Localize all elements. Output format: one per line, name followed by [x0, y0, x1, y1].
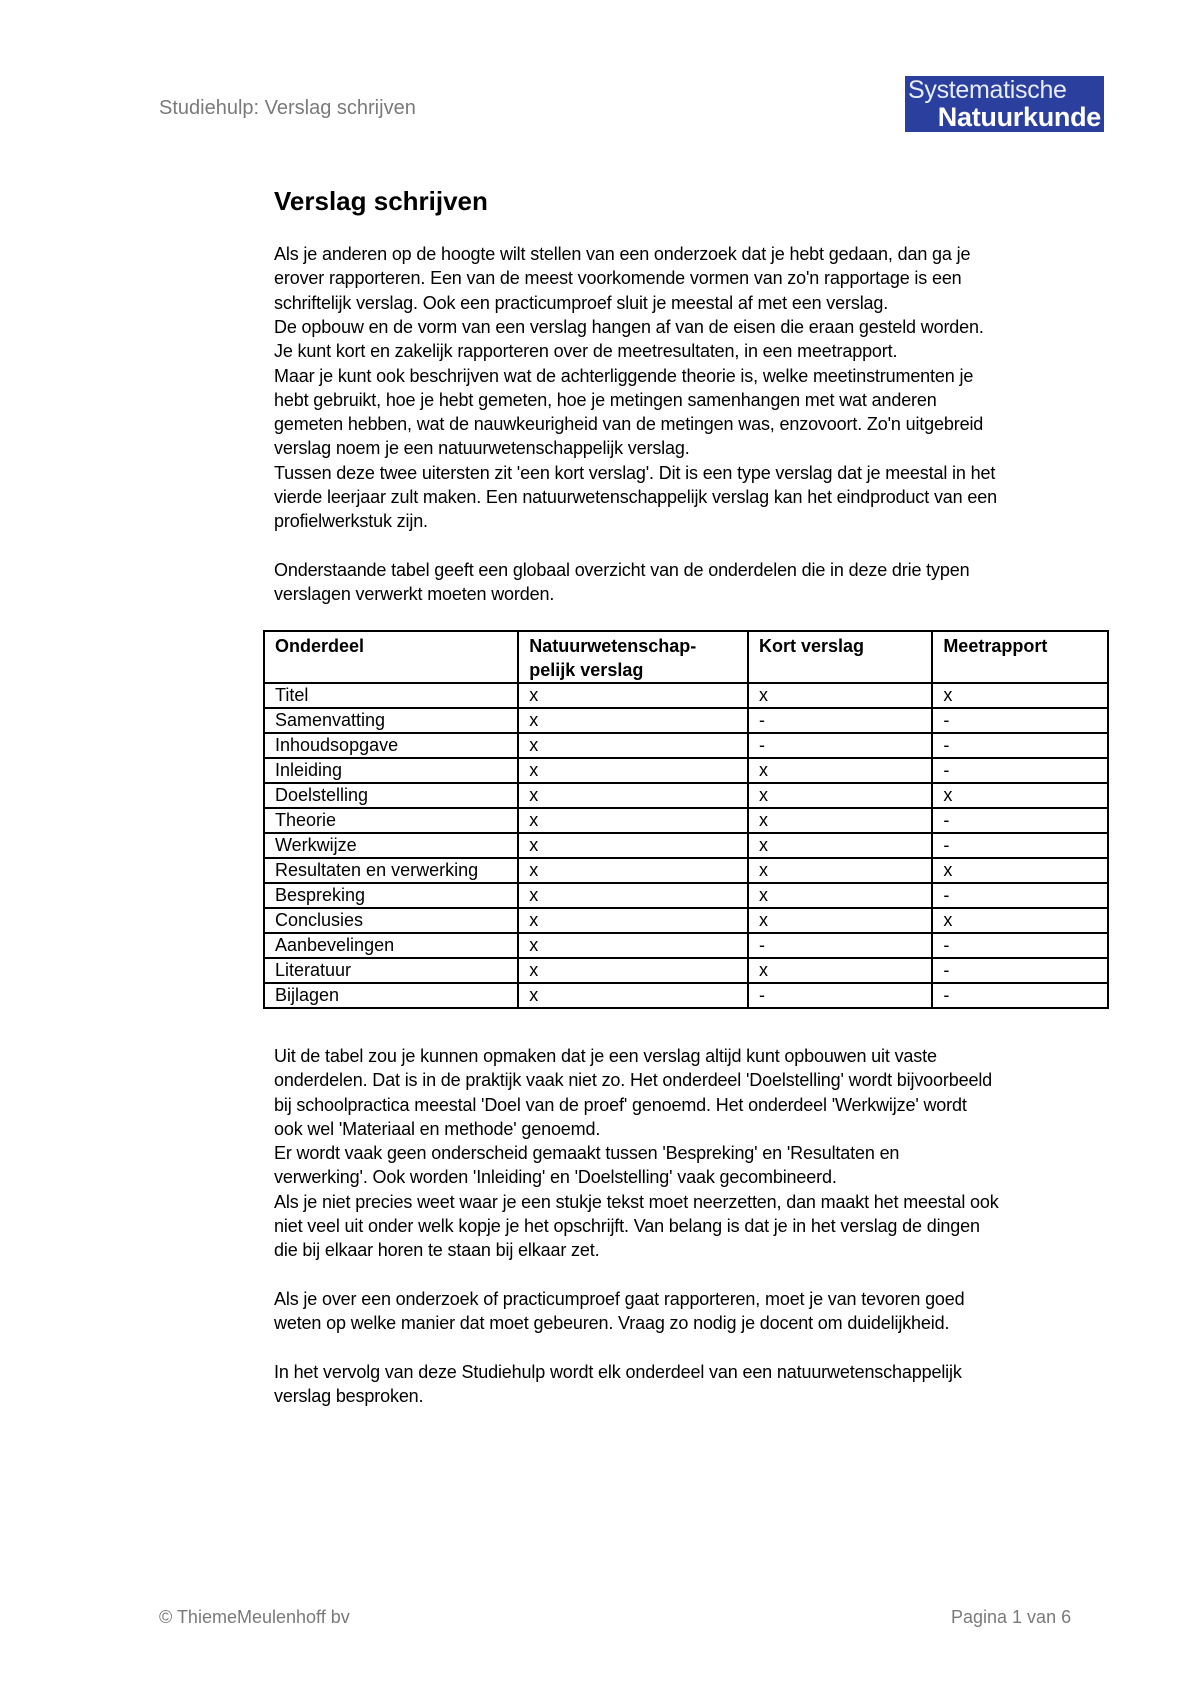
column-header: Onderdeel	[264, 631, 518, 683]
inclusion-cell: x	[748, 908, 932, 933]
inclusion-cell: -	[748, 933, 932, 958]
part-name-cell: Bespreking	[264, 883, 518, 908]
inclusion-cell: x	[748, 833, 932, 858]
running-header: Studiehulp: Verslag schrijven	[159, 97, 416, 119]
table-row	[264, 958, 1108, 983]
text-line: verwerking'. Ook worden 'Inleiding' en 'Doelstelling' vaak gecombineerd.	[274, 1167, 837, 1188]
text-line: De opbouw en de vorm van een verslag hangen af van de eisen die eraan gesteld worden.	[274, 316, 984, 337]
inclusion-cell: x	[748, 783, 932, 808]
inclusion-cell: -	[932, 733, 1108, 758]
inclusion-cell: x	[518, 908, 748, 933]
text-line: vierde leerjaar zult maken. Een natuurwetenschappelijk verslag kan het eindproduct van een	[274, 487, 997, 507]
inclusion-cell: x	[932, 683, 1108, 708]
part-name-cell: Conclusies	[264, 908, 518, 933]
inclusion-cell: x	[518, 808, 748, 833]
part-name-cell: Inleiding	[264, 758, 518, 783]
inclusion-cell: x	[748, 958, 932, 983]
inclusion-cell: -	[932, 958, 1108, 983]
part-name-cell: Samenvatting	[264, 708, 518, 733]
text-line: Tussen deze twee uitersten zit 'een kort verslag'. Dit is een type verslag dat je meestal in het	[274, 462, 996, 483]
part-name-cell: Titel	[264, 683, 518, 708]
part-name-cell: Werkwijze	[264, 833, 518, 858]
part-name-cell: Inhoudsopgave	[264, 733, 518, 758]
part-name-cell: Literatuur	[264, 958, 518, 983]
table-row	[264, 833, 1108, 858]
inclusion-cell: -	[932, 758, 1108, 783]
text-line: Je kunt kort en zakelijk rapporteren over de meetresultaten, in een meetrapport.	[274, 341, 898, 362]
text-line: onderdelen. Dat is in de praktijk vaak niet zo. Het onderdeel 'Doelstelling' wordt bijvoorbeeld	[274, 1070, 993, 1091]
inclusion-cell: x	[748, 858, 932, 883]
part-name-cell: Aanbevelingen	[264, 933, 518, 958]
inclusion-cell: -	[932, 808, 1108, 833]
inclusion-cell: x	[748, 683, 932, 708]
inclusion-cell: x	[748, 883, 932, 908]
table-header-row	[264, 631, 1108, 683]
inclusion-cell: -	[748, 983, 932, 1008]
column-header: Meetrapport	[932, 631, 1108, 683]
table-row	[264, 908, 1108, 933]
text-line: ook wel 'Materiaal en methode' genoemd.	[274, 1118, 601, 1139]
table-row	[264, 758, 1108, 783]
table-row	[264, 858, 1108, 883]
inclusion-cell: x	[518, 883, 748, 908]
inclusion-cell: x	[518, 708, 748, 733]
inclusion-cell: x	[518, 733, 748, 758]
part-name-cell: Bijlagen	[264, 983, 518, 1008]
table-row	[264, 933, 1108, 958]
inclusion-cell: -	[932, 933, 1108, 958]
inclusion-cell: x	[748, 808, 932, 833]
text-line: erover rapporteren. Een van de meest voorkomende vormen van zo'n rapportage is een	[274, 268, 962, 289]
part-name-cell: Resultaten en verwerking	[264, 858, 518, 883]
inclusion-cell: x	[518, 983, 748, 1008]
report-parts-table	[263, 630, 1109, 1009]
logo-line-1: Systematische	[908, 76, 1067, 104]
inclusion-cell: x	[518, 758, 748, 783]
text-line: die bij elkaar horen te staan bij elkaar zet.	[274, 1240, 600, 1261]
text-line: bij schoolpractica meestal 'Doel van de proef' genoemd. Het onderdeel 'Werkwijze' wordt	[274, 1094, 967, 1115]
publisher-logo	[905, 76, 1104, 132]
table-row	[264, 883, 1108, 908]
text-line: Als je niet precies weet waar je een stukje tekst moet neerzetten, dan maakt het meestal ook	[274, 1191, 999, 1212]
table-row	[264, 733, 1108, 758]
inclusion-cell: x	[932, 858, 1108, 883]
table-row	[264, 708, 1108, 733]
column-header	[518, 631, 748, 683]
text-line: Er wordt vaak geen onderscheid gemaakt tussen 'Bespreking' en 'Resultaten en	[274, 1143, 900, 1164]
text-line: Maar je kunt ook beschrijven wat de achterliggende theorie is, welke meetinstrumenten je	[274, 365, 974, 386]
text-line: In het vervolg van deze Studiehulp wordt elk onderdeel van een natuurwetenschappelijk	[274, 1361, 962, 1382]
inclusion-cell: x	[932, 783, 1108, 808]
table-row	[264, 983, 1108, 1008]
footer-page-number: Pagina 1 van 6	[951, 1607, 1072, 1627]
column-header-line: pelijk verslag	[529, 660, 644, 680]
inclusion-cell: -	[932, 883, 1108, 908]
text-line: gemeten hebben, wat de nauwkeurigheid van de metingen was, enzovoort. Zo'n uitgebreid	[274, 414, 984, 435]
part-name-cell: Doelstelling	[264, 783, 518, 808]
text-line: verslag noem je een natuurwetenschappelijk verslag.	[274, 438, 690, 459]
logo-line-2: Natuurkunde	[937, 102, 1101, 132]
table-row	[264, 808, 1108, 833]
table-row	[264, 683, 1108, 708]
footer-copyright: © ThiemeMeulenhoff bv	[159, 1607, 350, 1627]
text-line: schriftelijk verslag. Ook een practicumproef sluit je meestal af met een verslag.	[274, 292, 889, 313]
text-line: verslag besproken.	[274, 1386, 424, 1407]
inclusion-cell: -	[748, 708, 932, 733]
column-header-line: Natuurwetenschap-	[529, 636, 697, 656]
inclusion-cell: x	[518, 933, 748, 958]
inclusion-cell: -	[932, 833, 1108, 858]
inclusion-cell: x	[748, 758, 932, 783]
document-title: Verslag schrijven	[274, 186, 488, 216]
text-line: weten op welke manier dat moet gebeuren. Vraag zo nodig je docent om duidelijkheid.	[274, 1313, 950, 1334]
inclusion-cell: x	[518, 683, 748, 708]
inclusion-cell: -	[748, 733, 932, 758]
column-header: Kort verslag	[748, 631, 932, 683]
text-line: Als je over een onderzoek of practicumproef gaat rapporteren, moet je van tevoren goed	[274, 1288, 965, 1309]
part-name-cell: Theorie	[264, 808, 518, 833]
text-line: niet veel uit onder welk kopje je het opschrijft. Van belang is dat je in het verslag de dingen	[274, 1216, 980, 1236]
text-line: Onderstaande tabel geeft een globaal overzicht van de onderdelen die in deze drie typen	[274, 559, 970, 580]
inclusion-cell: x	[518, 958, 748, 983]
text-line: hebt gebruikt, hoe je hebt gemeten, hoe je metingen samenhangen met wat anderen	[274, 389, 937, 410]
text-line: profielwerkstuk zijn.	[274, 511, 428, 532]
inclusion-cell: -	[932, 983, 1108, 1008]
inclusion-cell: -	[932, 708, 1108, 733]
inclusion-cell: x	[518, 858, 748, 883]
text-line: Uit de tabel zou je kunnen opmaken dat je een verslag altijd kunt opbouwen uit vaste	[274, 1045, 937, 1066]
text-line: verslagen verwerkt moeten worden.	[274, 584, 555, 605]
inclusion-cell: x	[518, 783, 748, 808]
table-row	[264, 783, 1108, 808]
inclusion-cell: x	[518, 833, 748, 858]
inclusion-cell: x	[932, 908, 1108, 933]
text-line: Als je anderen op de hoogte wilt stellen van een onderzoek dat je hebt gedaan, dan ga je	[274, 244, 971, 264]
